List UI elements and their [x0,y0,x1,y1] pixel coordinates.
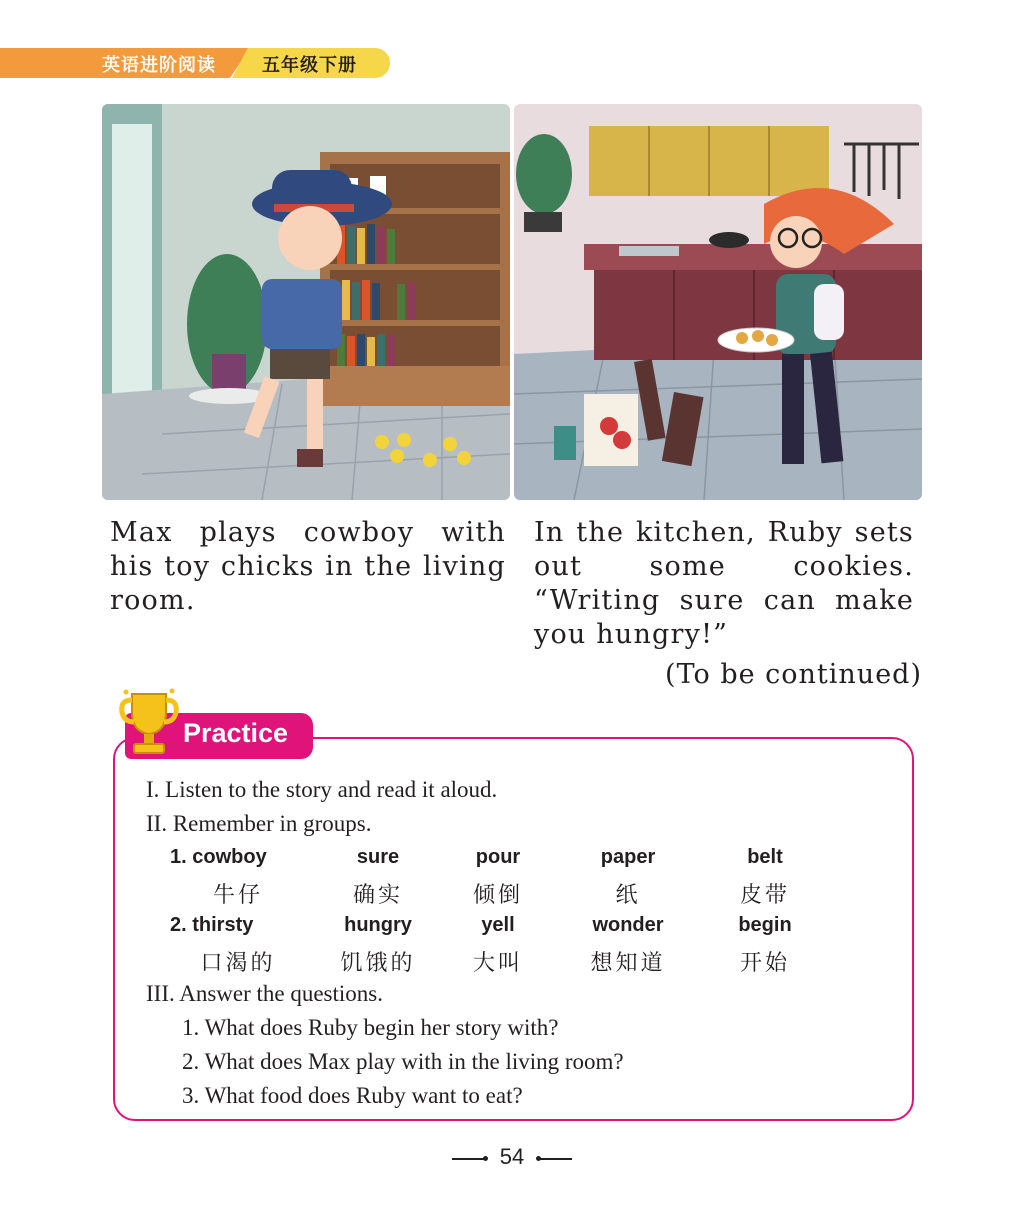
vocab-meaning: 开始 [739,951,790,976]
kitchen-illustration [514,104,922,500]
header-banner [0,48,390,78]
instruction-3: III. Answer the questions. [146,981,383,1006]
vocab-word: 1. cowboy [170,846,267,868]
vocab-meaning: 大叫 [472,951,523,976]
question-2: 2. What does Max play with in the living room? [182,1049,624,1074]
vocab-meaning: 想知道 [590,951,666,976]
vocab-meaning: 口渴的 [200,951,276,976]
vocab-word: sure [356,846,400,868]
to-be-continued: (To be continued) [665,659,922,690]
trophy-icon [118,688,180,758]
page-rule-right [538,1158,572,1160]
series-title: 英语进阶阅读 [102,55,216,76]
living-room-illustration [102,104,510,500]
vocab-word: paper [600,846,656,868]
caption-left: Max plays cowboy with his toy chicks in the living room. [110,517,506,616]
vocab-word: pour [475,846,521,868]
instruction-2: II. Remember in groups. [146,811,372,836]
vocab-meaning: 牛仔 [212,883,263,908]
practice-title: Practice [183,718,289,748]
vocab-word: begin [738,914,792,936]
vocab-meaning: 皮带 [739,883,790,908]
grade-label: 五年级下册 [262,55,357,76]
question-1: 1. What does Ruby begin her story with? [182,1015,559,1040]
instruction-1: I. Listen to the story and read it aloud. [146,777,498,802]
caption-right: In the kitchen, Ruby sets out some cookies. “Writing sure can make you hungry!” [534,517,914,650]
vocab-meaning: 饥饿的 [340,951,416,976]
vocab-meaning: 确实 [352,883,403,908]
vocab-word: hungry [344,914,412,936]
page-number: 54 [499,1144,525,1169]
vocab-word: yell [481,914,515,936]
vocab-meaning: 倾倒 [472,883,523,908]
question-3: 3. What food does Ruby want to eat? [182,1083,523,1108]
vocab-word: belt [747,846,783,868]
vocab-meaning: 纸 [615,883,641,908]
vocab-word: wonder [592,914,664,936]
vocab-word: 2. thirsty [170,914,254,936]
